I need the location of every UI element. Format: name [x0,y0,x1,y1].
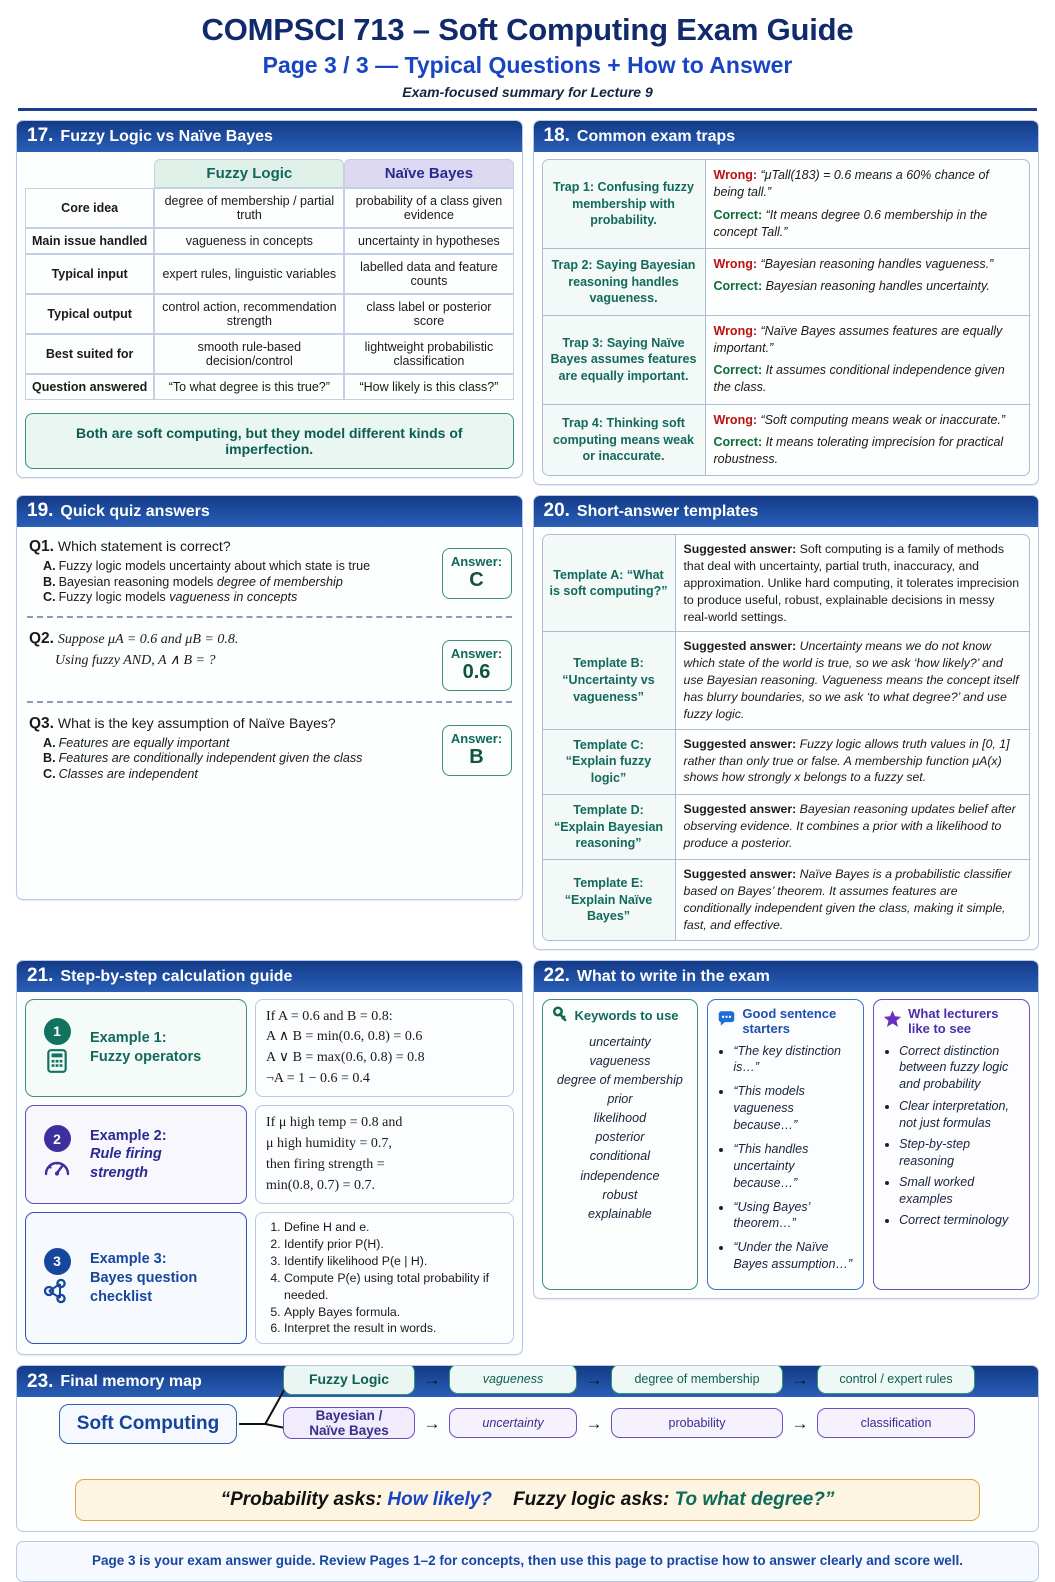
panel-18-header [534,121,1039,152]
calc-1-caption [90,1029,201,1067]
starters-heading: Good sentence starters [742,1005,837,1036]
trap-wrong-text: “Soft computing means weak or inaccurate.” [760,412,1006,427]
calc-2-caption-line3: strength [90,1165,148,1182]
wrong-label: Wrong: [713,412,758,427]
option-text: Fuzzy logic models [58,590,170,605]
quote-how-likely: How likely? [387,1489,492,1511]
calc-example-3-label [25,1212,247,1344]
arrow-icon: → [423,1369,441,1389]
panel-17-body [17,152,522,477]
trap-wrong [714,412,1022,429]
correct-label: Correct: [713,207,763,222]
checklist-item: 1. Define H and e. [284,1219,504,1236]
suggested-answer-label: Suggested answer: [683,639,797,654]
trap-detail [706,249,1030,315]
panel-19-number: 19. [27,500,54,522]
map-node-bayes-line1: Bayesian / [315,1407,383,1423]
keyword-item: prior [607,1091,633,1106]
map-node-control-expert-rules: control / expert rules [817,1365,975,1394]
formula-line: ¬A = 1 − 0.6 = 0.4 [266,1070,370,1086]
keywords-heading: Keywords to use [574,1008,679,1024]
quiz-3-prompt [29,715,434,733]
column-left-1 [16,120,523,488]
calc-2-formulas [255,1105,514,1204]
network-nodes-icon [43,1278,71,1309]
page-tagline: Exam-focused summary for Lecture 9 [402,84,653,100]
quiz-2-prompt [29,630,434,648]
answer-label: Answer: [450,554,503,570]
page-subtitle: Page 3 / 3 — Typical Questions + How to Answer [262,52,793,78]
cell-fuzzy: “To what degree is this true?” [154,374,344,400]
trap-detail [706,160,1030,248]
panel-18-title: Common exam traps [576,128,736,145]
step-number-badge: 3 [44,1248,71,1275]
calculator-icon [44,1048,70,1079]
cell-fuzzy: control action, recommendation strength [154,294,344,334]
map-row-bayes [283,1404,1028,1442]
panel-20-body [534,527,1039,948]
keyword-item: likelihood [593,1111,647,1126]
calc-2-caption [90,1127,167,1184]
option-text: Classes are independent [58,766,198,781]
template-row [543,632,1030,729]
table-row [25,254,514,294]
column-right-3 [533,960,1040,1310]
option-letter: A. [43,735,56,750]
formula-line: μ high humidity = 0.7, [266,1136,392,1152]
quote-open: “Probability asks: [220,1489,383,1511]
template-answer [676,535,1030,631]
starters-list [717,1043,854,1274]
starter-item: • “Using Bayes’ theorem…” [733,1199,854,1233]
calc-2-badges [34,1125,80,1184]
starter-item: • “This handles uncertainty because…” [733,1141,854,1192]
map-node-bayes-line2: Naïve Bayes [309,1423,389,1439]
calc-example-1-label [25,999,247,1098]
lecturers-list [883,1043,1020,1230]
suggested-answer-text: Naïve Bayes is a probabilistic classifier based on Bayes’ theorem. It assumes features are conditionally independent given the class, making it simple, fast, and effective. [683,867,1012,932]
panel-21 [16,960,523,1356]
traps-table [542,159,1031,476]
trap-row [543,405,1030,476]
cell-fuzzy: vagueness in concepts [154,228,344,254]
keyword-item: conditional independence [580,1149,660,1183]
panel-18 [533,120,1040,485]
trap-correct [714,434,1022,469]
panel-19-body [17,527,522,792]
option-letter: B. [43,574,56,589]
column-header-fuzzy-logic: Fuzzy Logic [154,159,344,188]
map-node-probability: probability [611,1408,783,1438]
suggested-answer-text: Bayesian reasoning updates belief after observing evidence. It combines a prior with a likelihood to produce a posterior. [683,801,1016,850]
table-row [25,334,514,374]
option-text: Features are equally important [58,735,230,750]
sentence-starters-card [707,999,864,1291]
calc-3-checklist [255,1212,514,1344]
option-text: Fuzzy logic models uncertainty about which state is true [58,559,371,574]
option-text: Features are conditionally independent given the class [58,751,363,766]
panel-20-title: Short-answer templates [576,503,759,521]
panel-17-header [17,121,522,152]
calc-example-1 [25,999,514,1098]
panel-23 [16,1365,1039,1532]
trap-correct-text: “It means degree 0.6 membership in the concept Tall.” [713,207,988,239]
comparison-table [25,159,514,400]
arrow-icon: → [791,1369,809,1389]
comparison-summary-note: Both are soft computing, but they model different kinds of imperfection. [25,413,514,469]
quiz-3-content [29,715,434,783]
keywords-list [552,1033,689,1224]
quiz-option[interactable] [43,736,434,750]
table-row [25,228,514,254]
template-row [543,730,1030,795]
column-right-1 [533,120,1040,495]
option-text-emphasis: vagueness in concepts [169,590,298,605]
template-row [543,860,1030,939]
quiz-2-line2: Using fuzzy AND, A ∧ B = ? [55,652,216,668]
calc-example-2 [25,1105,514,1204]
lecturer-item: • Step-by-step reasoning [899,1136,1020,1170]
panel-22 [533,960,1040,1300]
calc-1-caption-line1: Example 1: [90,1030,167,1047]
cell-fuzzy: degree of membership / partial truth [154,188,344,228]
trap-name: Trap 1: Confusing fuzzy membership with probability. [543,160,706,248]
cell-bayes: probability of a class given evidence [344,188,513,228]
quiz-1-prompt [29,538,434,556]
template-row [543,535,1030,632]
calc-3-caption [90,1250,197,1307]
quiz-1-text: Which statement is correct? [57,538,231,555]
map-node-degree-of-membership: degree of membership [611,1365,783,1394]
suggested-answer-text: Uncertainty means we do not know which state of the world is true, so we ask ‘how likely?’ and use Bayesian reasoning. Vagueness means the concept itself has blurry boundaries, so we ask ‘to what degree?’ and use fuzzy logic. [683,639,1019,721]
answer-label: Answer: [450,645,503,661]
suggested-answer-text: Soft computing is a family of methods that deal with uncertainty, partial truth, inaccuracy, and approximation. Unlike hard computing, it tolerates imprecision to produce useful, robust, explainable decisions in messy real-world settings. [683,542,1020,624]
panel-23-title: Final memory map [60,1372,202,1390]
panel-20-number: 20. [543,500,570,522]
starter-item: • “Under the Naïve Bayes assumption…” [733,1239,854,1273]
calc-example-2-label [25,1105,247,1204]
trap-wrong-text: “μTall(183) = 0.6 means a 60% chance of being tall.” [713,168,989,200]
bayes-checklist [265,1219,504,1337]
row-label: Question answered [25,374,154,400]
checklist-item: 2. Identify prior P(H). [284,1236,504,1253]
trap-correct-text: It assumes conditional independence given the class. [713,363,1005,395]
panel-19-header [17,496,522,527]
quiz-3-text: What is the key assumption of Naïve Bayes? [57,714,336,731]
lecturer-item: • Correct terminology [899,1212,1020,1229]
option-letter: C. [43,590,56,605]
panel-18-number: 18. [543,125,570,146]
cell-bayes: “How likely is this class?” [344,374,513,400]
step-number-badge: 1 [44,1018,71,1045]
row-label: Core idea [25,188,154,228]
calc-1-caption-line2: Fuzzy operators [90,1049,202,1065]
trap-name: Trap 2: Saying Bayesian reasoning handles vagueness. [543,249,706,315]
wrong-label: Wrong: [713,323,758,338]
exam-writing-cards [542,999,1031,1291]
calc-3-caption-line3: checklist [90,1288,153,1305]
document-header [16,12,1039,111]
lecturers-card-header [883,1006,1020,1036]
map-node-vagueness: vagueness [449,1365,577,1394]
calc-2-caption-line2: Rule firing [90,1146,162,1163]
arrow-icon: → [791,1413,809,1433]
answer-badge-q3 [442,725,512,776]
calc-2-caption-line1: Example 2: [90,1127,167,1144]
column-header-naive-bayes: Naïve Bayes [344,159,513,188]
quiz-1-options [43,559,434,604]
wrong-label: Wrong: [713,168,758,182]
trap-row [543,249,1030,316]
correct-label: Correct: [713,363,763,377]
starter-item: • “The key distinction is…” [733,1043,854,1077]
quiz-1-content [29,538,434,606]
quiz-option[interactable] [43,751,434,765]
quiz-divider [27,701,512,703]
panel-22-number: 22. [543,964,570,986]
answer-value: B [469,745,484,768]
panel-21-header [17,961,522,992]
answer-label: Answer: [450,730,503,746]
arrow-icon: → [585,1413,603,1433]
answer-badge-q2 [442,640,512,691]
checklist-item: 3. Identify likelihood P(e | H). [284,1253,504,1270]
correct-label: Correct: [713,279,763,294]
answer-badge-q1 [442,548,512,599]
panel-21-number: 21. [27,964,54,986]
trap-detail [706,316,1030,404]
panel-20 [533,495,1040,949]
cell-bayes: labelled data and feature counts [344,254,513,294]
step-number-badge: 2 [44,1125,71,1152]
template-name: Template E: “Explain Naïve Bayes” [543,860,676,939]
map-node-uncertainty: uncertainty [449,1408,577,1438]
formula-line: If μ high temp = 0.8 and [266,1115,403,1131]
keyword-item: uncertainty [589,1034,651,1049]
lecturer-item: • Small worked examples [899,1174,1020,1208]
quiz-option[interactable] [43,559,434,573]
cell-fuzzy: expert rules, linguistic variables [154,254,344,294]
panel-22-header [534,961,1039,992]
wrong-label: Wrong: [713,257,758,271]
formula-line: A ∧ B = min(0.6, 0.8) = 0.6 [266,1029,423,1045]
quiz-question-1 [25,534,514,608]
calc-1-formulas [255,999,514,1098]
arrow-icon: → [423,1413,441,1433]
suggested-answer-label: Suggested answer: [683,542,797,557]
quiz-question-3 [25,711,514,785]
trap-wrong [714,256,1022,273]
table-row [25,188,514,228]
lecturers-heading: What lecturers like to see [908,1005,999,1036]
starters-card-header [717,1006,854,1036]
quiz-option[interactable] [43,767,434,781]
map-node-classification: classification [817,1408,975,1438]
trap-wrong [714,167,1022,202]
trap-wrong-text: “Bayesian reasoning handles vagueness.” [760,257,994,271]
star-icon [883,1010,902,1031]
suggested-answer-label: Suggested answer: [683,867,797,882]
panel-17 [16,120,523,478]
calc-1-badges [34,1018,80,1079]
keyword-item: posterior [595,1130,645,1145]
keywords-card [542,999,699,1291]
trap-correct [714,278,1022,295]
quiz-2-tag: Q2. [29,629,54,647]
quote-to-what-degree: To what degree?” [674,1489,835,1511]
column-left-2 [16,495,523,910]
trap-correct-text: Bayesian reasoning handles uncertainty. [765,279,990,294]
table-row [25,294,514,334]
key-icon [552,1006,569,1026]
panel-23-header-label [17,1366,216,1397]
formula-line: min(0.8, 0.7) = 0.7. [266,1177,375,1193]
trap-row [543,316,1030,405]
trap-correct [714,207,1022,242]
answer-value: C [469,569,484,592]
template-name: Template D: “Explain Bayesian reasoning” [543,795,676,859]
panel-22-body [534,992,1039,1299]
template-answer [676,860,1030,939]
template-row [543,795,1030,860]
keyword-item: explainable [588,1206,652,1221]
comparison-table-body [25,188,514,400]
answer-value: 0.6 [462,660,491,683]
map-node-bayesian-naive-bayes [283,1407,415,1439]
calc-3-badges [34,1248,80,1309]
keyword-item: vagueness [589,1053,651,1068]
map-row-fuzzy [283,1365,1028,1398]
quiz-2-line1: Suppose μA = 0.6 and μB = 0.8. [57,631,239,647]
template-name: Template A: “What is soft computing?” [543,535,676,631]
formula-line: then firing strength = [266,1156,385,1172]
table-header-row [25,159,514,188]
cell-bayes: class label or posterior score [344,294,513,334]
row-label: Typical input [25,254,154,294]
map-row-fuzzy-wrap [283,1365,1028,1442]
row-21-22 [16,960,1039,1366]
gauge-icon [43,1155,71,1184]
panel-19 [16,495,523,900]
formula-line: If A = 0.6 and B = 0.8: [266,1008,393,1024]
calc-3-caption-line2: Bayes question [90,1269,198,1286]
quiz-3-options [43,736,434,781]
panel-19-title: Quick quiz answers [60,503,210,521]
quiz-question-2 [25,626,514,693]
panel-22-title: What to write in the exam [576,967,770,985]
starter-item: • “This models vagueness because…” [733,1083,854,1134]
cell-fuzzy: smooth rule-based decision/control [154,334,344,374]
quiz-1-tag: Q1. [29,538,54,556]
suggested-answer-label: Suggested answer: [683,801,797,816]
trap-correct [714,362,1022,397]
speech-bubble-icon [717,1011,736,1031]
checklist-item: 6. Interpret the result in words. [284,1320,504,1337]
cell-bayes: lightweight probabilistic classification [344,334,513,374]
quiz-divider [27,616,512,618]
trap-row [543,160,1030,249]
page-footer: Page 3 is your exam answer guide. Review Pages 1–2 for concepts, then use this page to practise how to answer clearly and score well. [16,1541,1039,1582]
trap-detail [706,405,1030,476]
column-left-3 [16,960,523,1366]
checklist-item: 4. Compute P(e) using total probability if needed. [284,1270,504,1304]
suggested-answer-text: Fuzzy logic allows truth values in [0, 1] rather than only true or false. A membership function μA(x) shows how strongly x belongs to a fuzzy set. [683,736,1010,785]
lecturer-item: • Clear interpretation, not just formulas [899,1098,1020,1132]
header-divider [18,108,1037,111]
trap-correct-text: It means tolerating imprecision for practical robustness. [713,434,1004,466]
panel-18-body [534,152,1039,484]
calc-3-caption-line1: Example 3: [90,1251,167,1267]
calc-example-3 [25,1212,514,1344]
trap-wrong [714,323,1022,358]
corner-cell [25,159,154,188]
keyword-item: robust [602,1187,638,1202]
lecturer-expectations-card [873,999,1030,1291]
panel-21-title: Step-by-step calculation guide [60,967,293,985]
map-node-root: Soft Computing [59,1404,237,1444]
panel-17-number: 17. [27,125,54,146]
option-text-emphasis: degree of membership [216,574,343,589]
trap-name: Trap 3: Saying Naïve Bayes assumes features are equally important. [543,316,706,404]
correct-label: Correct: [713,434,763,449]
row-label: Main issue handled [25,228,154,254]
option-letter: C. [43,766,56,781]
page-title: COMPSCI 713 – Soft Computing Exam Guide [201,12,854,47]
quiz-2-content [29,630,434,669]
table-row [25,374,514,400]
panel-17-title: Fuzzy Logic vs Naïve Bayes [60,128,273,145]
template-answer [676,632,1030,728]
panel-21-body [17,992,522,1355]
template-answer [676,730,1030,794]
row-19-20 [16,495,1039,959]
option-letter: B. [43,751,56,766]
trap-name: Trap 4: Thinking soft computing means weak or inaccurate. [543,405,706,476]
quiz-3-tag: Q3. [29,714,54,732]
suggested-answer-label: Suggested answer: [683,736,797,751]
quiz-option[interactable] [43,590,434,604]
panel-23-number: 23. [27,1370,54,1392]
key-quote-box [75,1479,980,1521]
checklist-item: 5. Apply Bayes formula. [284,1304,504,1321]
trap-wrong-text: “Naïve Bayes assumes features are equally important.” [713,323,1003,355]
templates-table [542,534,1031,940]
cell-bayes: uncertainty in hypotheses [344,228,513,254]
panel-20-header [534,496,1039,527]
template-answer [676,795,1030,859]
column-right-2 [533,495,1040,959]
quiz-option[interactable] [43,575,434,589]
template-name: Template B: “Uncertainty vs vagueness” [543,632,676,728]
template-name: Template C: “Explain fuzzy logic” [543,730,676,794]
option-text: Bayesian reasoning models [58,574,217,589]
row-label: Best suited for [25,334,154,374]
formula-line: A ∨ B = max(0.6, 0.8) = 0.8 [266,1050,425,1065]
arrow-icon: → [585,1369,603,1389]
keyword-item: degree of membership [556,1072,683,1087]
keywords-card-header [552,1006,689,1026]
row-17-18 [16,120,1039,495]
map-node-fuzzy-logic: Fuzzy Logic [283,1365,415,1395]
lecturer-item: • Correct distinction between fuzzy logic and probability [899,1043,1020,1094]
quote-mid: Fuzzy logic asks: [513,1489,670,1511]
row-label: Typical output [25,294,154,334]
option-letter: A. [43,559,56,574]
